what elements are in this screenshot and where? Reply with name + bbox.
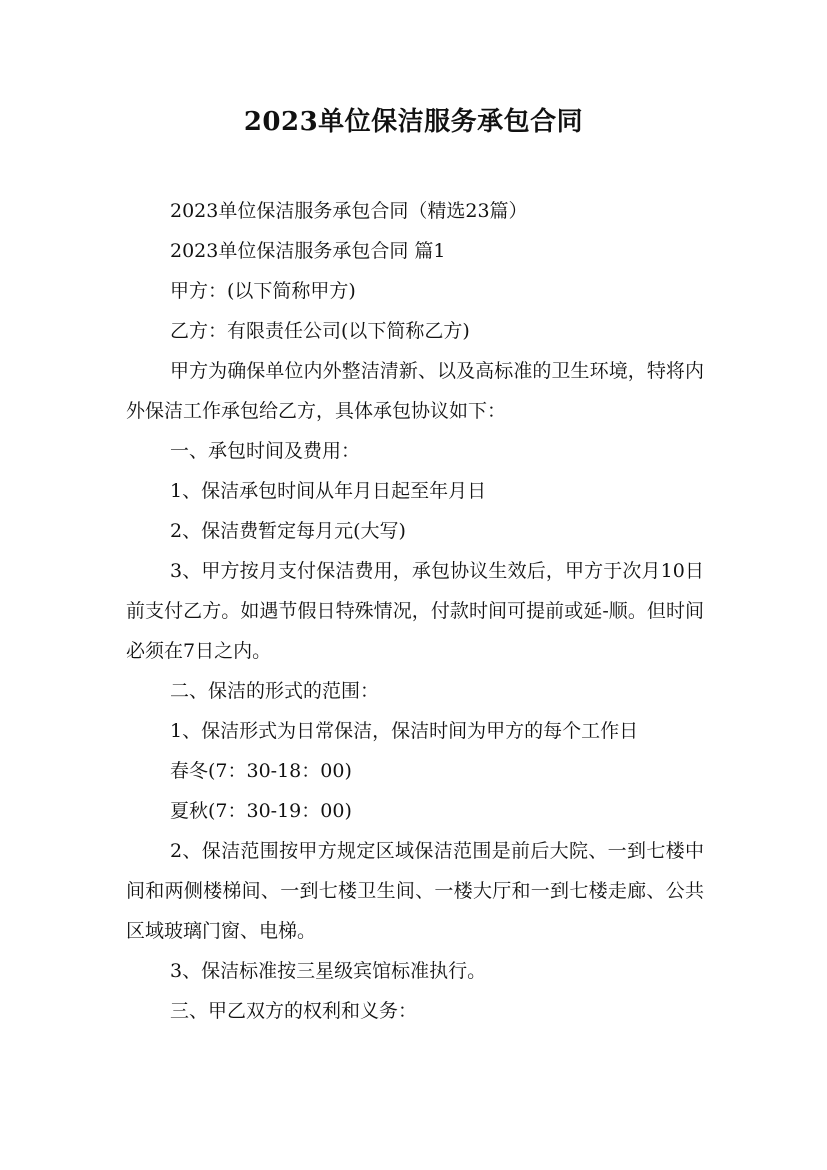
paragraph-item: 3、保洁标准按三星级宾馆标准执行。 — [170, 960, 487, 982]
paragraph-item: 1、保洁承包时间从年月日起至年月日 — [170, 480, 487, 502]
paragraph-heading-1: 一、承包时间及费用： — [170, 440, 361, 462]
paragraph-party-a: 甲方：(以下简称甲方) — [170, 280, 356, 302]
paragraph-item: 2、保洁费暂定每月元(大写) — [170, 520, 406, 542]
paragraph-schedule: 春冬(7：30-18：00) — [170, 760, 352, 782]
paragraph-item: 1、保洁形式为日常保洁，保洁时间为甲方的每个工作日 — [170, 720, 639, 742]
paragraph-section-heading: 2023单位保洁服务承包合同 篇1 — [170, 240, 446, 262]
paragraph-party-b: 乙方：有限责任公司(以下简称乙方) — [170, 320, 470, 342]
paragraph-intro: 甲方为确保单位内外整洁清新、以及高标准的卫生环境，特将内外保洁工作承包给乙方，具体承包协议如下： — [126, 360, 704, 422]
document-title: 2023单位保洁服务承包合同 — [243, 107, 584, 137]
paragraph-subtitle: 2023单位保洁服务承包合同（精选23篇） — [170, 200, 528, 222]
document-body — [126, 191, 704, 1031]
paragraph-heading-3: 三、甲乙双方的权利和义务： — [170, 1000, 418, 1022]
paragraph-item: 3、甲方按月支付保洁费用，承包协议生效后，甲方于次月10日前支付乙方。如遇节假日特殊情况，付款时间可提前或延-顺。但时间必须在7日之内。 — [126, 560, 704, 662]
paragraph-schedule: 夏秋(7：30-19：00) — [170, 800, 352, 822]
paragraph-item: 2、保洁范围按甲方规定区域保洁范围是前后大院、一到七楼中间和两侧楼梯间、一到七楼卫生间、一楼大厅和一到七楼走廊、公共区域玻璃门窗、电梯。 — [126, 840, 704, 942]
paragraph-heading-2: 二、保洁的形式的范围： — [170, 680, 380, 702]
